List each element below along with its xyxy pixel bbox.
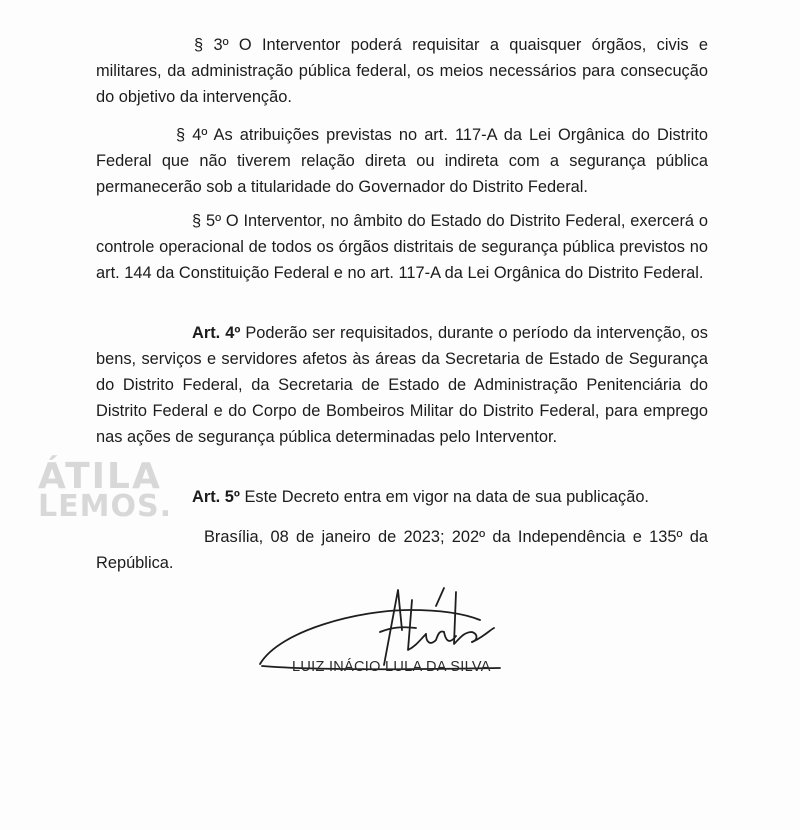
- paragraph-3: § 3º O Interventor poderá requisitar a quaisquer órgãos, civis e militares, da administração pública federal, os meios necessários para consecução do objetivo da intervenção.: [96, 36, 708, 106]
- signer-name: LUIZ INÁCIO LULA DA SILVA: [292, 659, 491, 675]
- article-5: [96, 484, 708, 510]
- article-5-text: Este Decreto entra em vigor na data de sua publicação.: [239, 488, 649, 506]
- watermark-line-2-text: LEMOS: [38, 489, 160, 524]
- article-5-label: Art. 5º: [192, 488, 240, 506]
- article-4-text: Poderão ser requisitados, durante o período da intervenção, os bens, serviços e servidores afetos às áreas da Secretaria de Estado de Segurança do Distrito Federal, da Secretaria de Estado de Administração Penitenciária do Distrito Federal e do Corpo de Bombeiros Militar do Distrito Federal, para emprego nas ações de segurança pública determinadas pelo Interventor.: [96, 324, 708, 446]
- closing-date: Brasília, 08 de janeiro de 2023; 202º da Independência e 135º da República.: [96, 528, 708, 572]
- watermark-line-1: ÁTILA: [38, 456, 162, 497]
- article-4: [96, 320, 708, 450]
- paragraph-4: § 4º As atribuições previstas no art. 117-A da Lei Orgânica do Distrito Federal que não tiverem relação direta ou indireta com a segurança pública permanecerão sob a titularidade do Governador do Distrito Federal.: [96, 126, 708, 196]
- watermark-dot: .: [159, 489, 172, 524]
- paragraph-5: § 5º O Interventor, no âmbito do Estado do Distrito Federal, exercerá o controle operacional de todos os órgãos distritais de segurança pública previstos no art. 144 da Constituição Federal e no art. 117-A da Lei Orgânica do Distrito Federal.: [96, 212, 708, 282]
- article-4-label: Art. 4º: [192, 324, 241, 342]
